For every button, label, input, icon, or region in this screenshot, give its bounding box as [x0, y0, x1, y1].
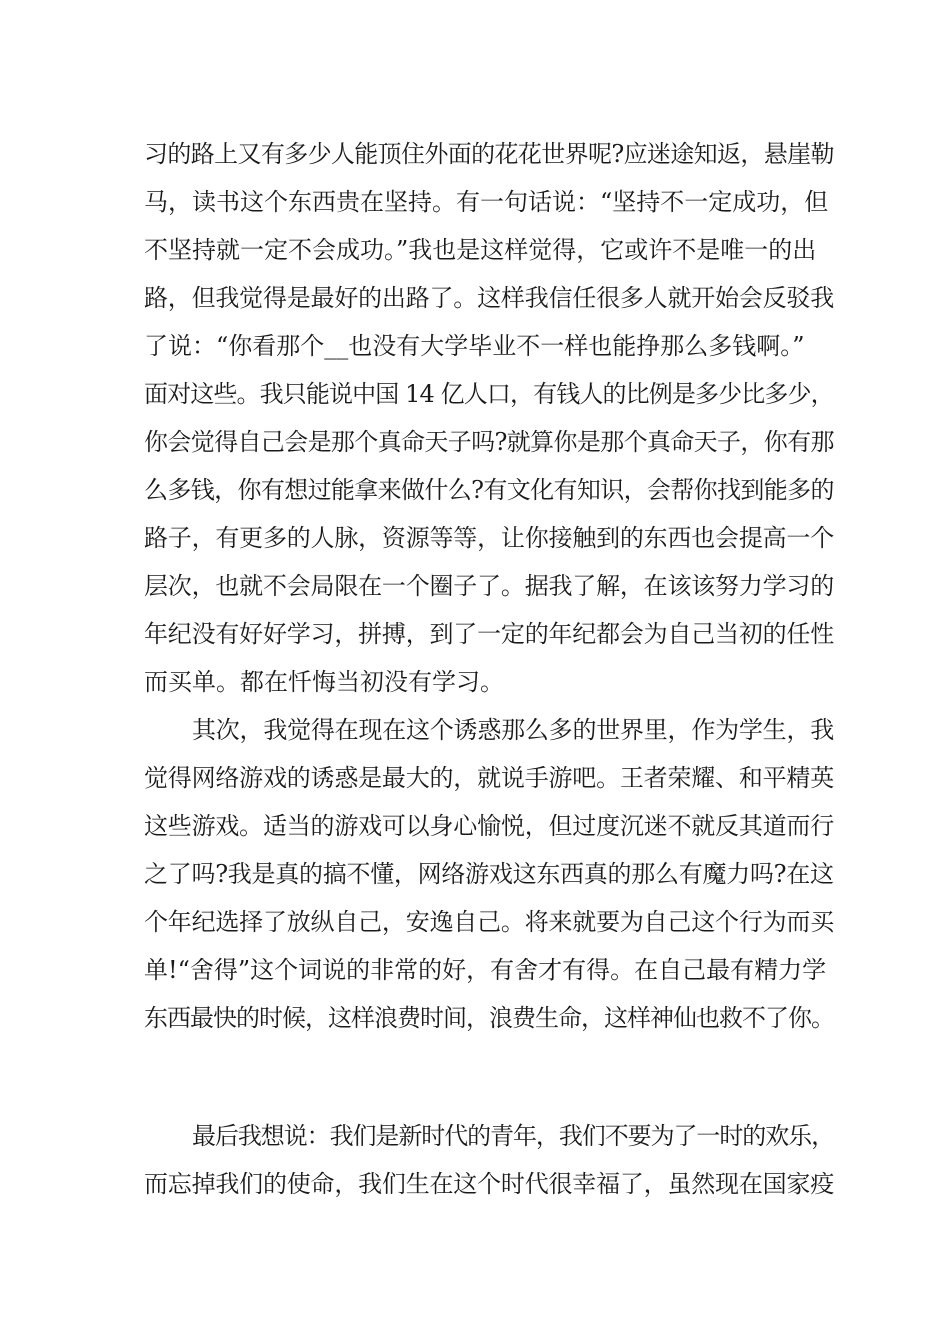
text-line: 路，但我觉得是最好的出路了。这样我信任很多人就开始会反驳我: [144, 284, 834, 312]
text-line: 单!“舍得”这个词说的非常的好，有舍才有得。在自己最有精力学: [144, 956, 827, 984]
text-line: 不坚持就一定不会成功。”我也是这样觉得，它或许不是唯一的出: [144, 236, 817, 264]
text-line: 面对这些。我只能说中国 14 亿人口，有钱人的比例是多少比多少，: [144, 380, 834, 408]
text-line: 而买单。都在忏悔当初没有学习。: [144, 668, 504, 696]
paragraph-first-line: 其次，我觉得在现在这个诱惑那么多的世界里，作为学生，我: [192, 716, 834, 744]
text-line: 觉得网络游戏的诱惑是最大的，就说手游吧。王者荣耀、和平精英: [144, 764, 834, 792]
text-line: 年纪没有好好学习，拼搏，到了一定的年纪都会为自己当初的任性: [144, 620, 834, 648]
text-line: 层次，也就不会局限在一个圈子了。据我了解，在该该努力学习的: [144, 572, 834, 600]
text-line: 这些游戏。适当的游戏可以身心愉悦，但过度沉迷不就反其道而行: [144, 812, 834, 840]
text-line: 了说：“你看那个__也没有大学毕业不一样也能挣那么多钱啊。”: [144, 332, 805, 360]
text-line: 个年纪选择了放纵自己，安逸自己。将来就要为自己这个行为而买: [144, 908, 834, 936]
text-line: 习的路上又有多少人能顶住外面的花花世界呢?应迷途知返，悬崖勒: [144, 140, 834, 168]
text-line: 路子，有更多的人脉，资源等等，让你接触到的东西也会提高一个: [144, 524, 834, 552]
text-line: 马，读书这个东西贵在坚持。有一句话说：“坚持不一定成功，但: [144, 188, 829, 216]
text-line: 而忘掉我们的使命，我们生在这个时代很幸福了，虽然现在国家疫: [144, 1170, 834, 1198]
text-line: 么多钱，你有想过能拿来做什么?有文化有知识，会帮你找到能多的: [144, 476, 834, 504]
paragraph-first-line: 最后我想说：我们是新时代的青年，我们不要为了一时的欢乐，: [192, 1122, 834, 1150]
text-line: 之了吗?我是真的搞不懂，网络游戏这东西真的那么有魔力吗?在这: [144, 860, 834, 888]
text-line: 你会觉得自己会是那个真命天子吗?就算你是那个真命天子，你有那: [144, 428, 834, 456]
text-line: 东西最快的时候，这样浪费时间，浪费生命，这样神仙也救不了你。: [144, 1004, 834, 1032]
